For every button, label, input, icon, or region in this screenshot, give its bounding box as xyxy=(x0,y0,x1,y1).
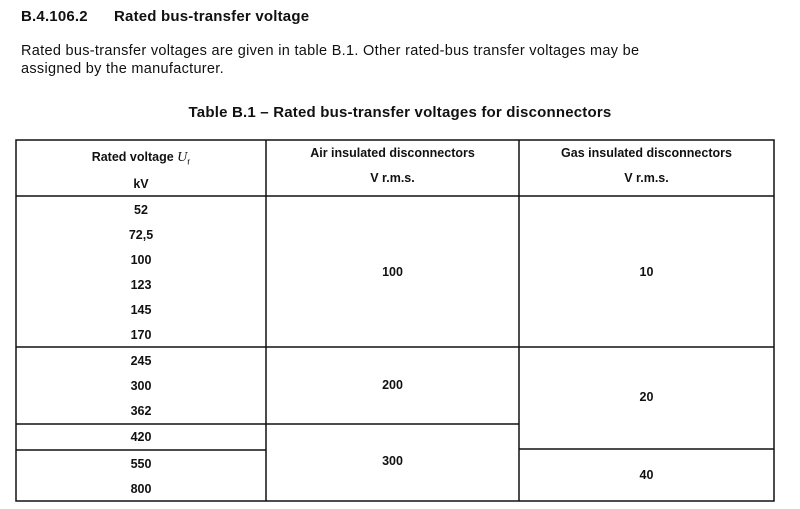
rated-voltage-cell: 420 xyxy=(130,430,152,444)
rated-voltage-cell: 52 xyxy=(134,203,148,217)
rated-voltage-cell: 245 xyxy=(130,354,152,368)
air-value-cell: 200 xyxy=(382,378,403,392)
section-number: B.4.106.2 xyxy=(21,8,88,25)
header-gas-unit: V r.m.s. xyxy=(624,171,669,185)
air-value-cell: 100 xyxy=(382,265,403,279)
header-rated-voltage-subscript: r xyxy=(187,156,191,167)
header-gas-insulated: Gas insulated disconnectors xyxy=(561,146,732,160)
rated-voltage-cell: 123 xyxy=(130,278,152,292)
header-rated-voltage xyxy=(16,150,266,167)
section-title: Rated bus-transfer voltage xyxy=(114,8,310,25)
rated-voltage-cell: 100 xyxy=(130,253,152,267)
header-air-insulated: Air insulated disconnectors xyxy=(310,146,475,160)
rated-voltage-cell: 145 xyxy=(130,303,152,317)
header-air-unit: V r.m.s. xyxy=(370,171,415,185)
rated-voltage-cell: 300 xyxy=(130,379,152,393)
rated-voltage-cell: 550 xyxy=(130,457,152,471)
table-caption: Table B.1 – Rated bus-transfer voltages for disconnectors xyxy=(188,104,612,121)
rated-voltage-cell: 362 xyxy=(130,404,152,418)
paragraph-line-1: Rated bus-transfer voltages are given in table B.1. Other rated-bus transfer voltages may be xyxy=(21,43,640,59)
gas-value-cell: 10 xyxy=(639,265,654,279)
header-rated-voltage-unit: kV xyxy=(133,177,149,191)
header-rated-voltage-symbol: U xyxy=(177,150,188,165)
gas-value-cell: 40 xyxy=(639,468,654,482)
rated-voltage-cell: 72,5 xyxy=(128,228,154,242)
gas-value-cell: 20 xyxy=(639,390,654,404)
header-rated-voltage-label: Rated voltage xyxy=(91,150,174,164)
air-value-cell: 300 xyxy=(382,454,403,468)
rated-voltage-cell: 800 xyxy=(130,482,152,496)
rated-voltage-cell: 170 xyxy=(130,328,152,342)
paragraph-line-2: assigned by the manufacturer. xyxy=(21,61,224,77)
